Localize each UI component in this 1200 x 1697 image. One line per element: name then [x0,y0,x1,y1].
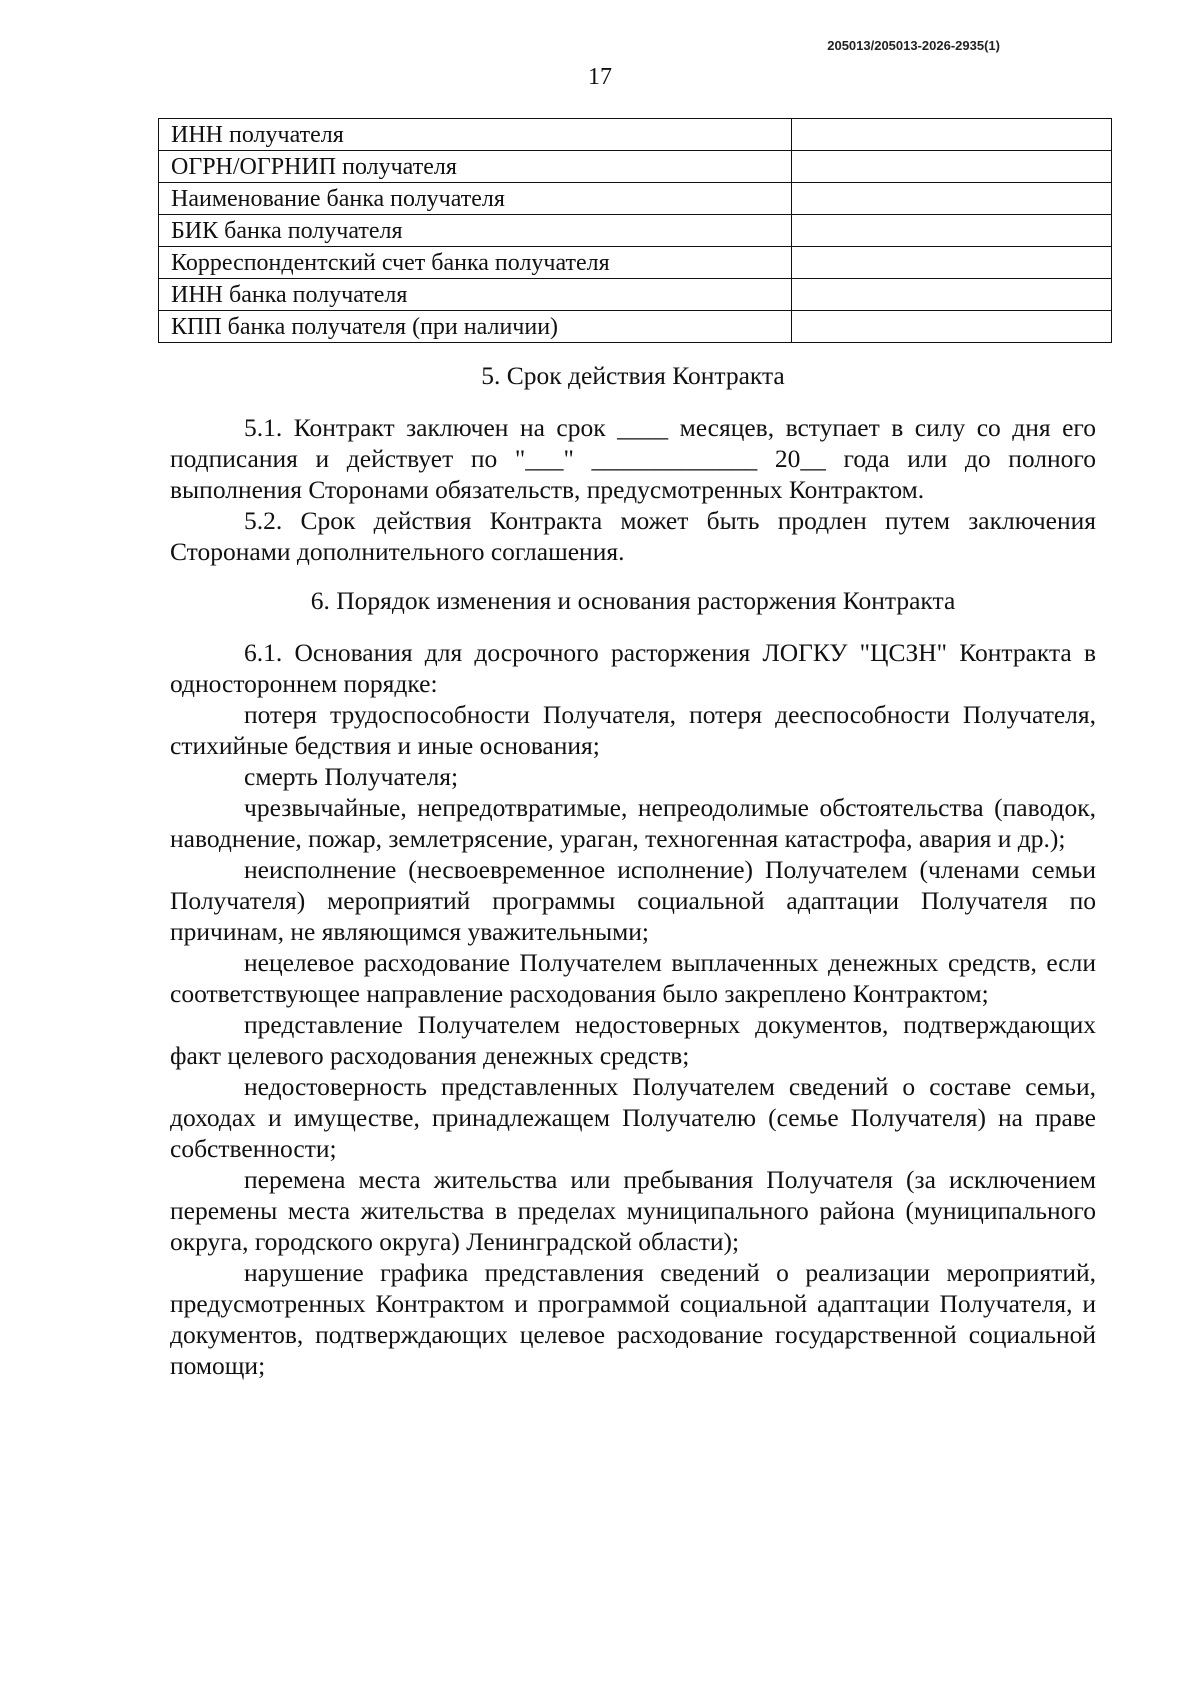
termination-ground: нецелевое расходование Получателем выплаченных денежных средств, если соответствующее направление расходования было закреплено Контрактом; [170,948,1096,1008]
section-5-heading: 5. Срок действия Контракта [481,361,785,390]
requisite-label: БИК банка получателя [159,215,792,247]
table-row [159,279,1112,311]
contract-body [170,360,1096,1381]
requisite-value [792,311,1112,343]
requisite-label: ИНН получателя [159,119,792,151]
table-row [159,151,1112,183]
document-number: 205013/205013-2026-2935(1) [827,38,1000,53]
section-6-heading: 6. Порядок изменения и основания расторжения Контракта [310,586,956,615]
table-row [159,215,1112,247]
termination-ground: потеря трудоспособности Получателя, потеря дееспособности Получателя, стихийные бедствия и иные основания; [170,700,1096,760]
termination-ground: неисполнение (несвоевременное исполнение) Получателем (членами семьи Получателя) мероприятий программы социальной адаптации Получателя по причинам, не являющимся уважительными; [170,855,1096,946]
requisite-label: ИНН банка получателя [159,279,792,311]
termination-ground: чрезвычайные, непредотвратимые, непреодолимые обстоятельства (паводок, наводнение, пожар, землетрясение, ураган, техногенная катастрофа, авария и др.); [170,793,1096,853]
requisite-value [792,151,1112,183]
requisite-label: Корреспондентский счет банка получателя [159,247,792,279]
termination-ground: представление Получателем недостоверных документов, подтверждающих факт целевого расходования денежных средств; [170,1010,1096,1070]
requisite-label: Наименование банка получателя [159,183,792,215]
requisite-value [792,215,1112,247]
requisite-label: ОГРН/ОГРНИП получателя [159,151,792,183]
termination-ground: нарушение графика представления сведений о реализации мероприятий, предусмотренных Контрактом и программой социальной адаптации Получателя, и документов, подтверждающих целевое расходование государственной социальной помощи; [170,1258,1096,1380]
clause-6-1: 6.1. Основания для досрочного расторжения ЛОГКУ "ЦСЗН" Контракта в одностороннем порядке: [170,638,1096,698]
requisite-label: КПП банка получателя (при наличии) [159,311,792,343]
table-row [159,311,1112,343]
table-row [159,183,1112,215]
table-row [159,119,1112,151]
page-number: 17 [588,64,612,90]
requisite-value [792,247,1112,279]
requisite-value [792,183,1112,215]
termination-ground: недостоверность представленных Получателем сведений о составе семьи, доходах и имуществе, принадлежащем Получателю (семье Получателя) на праве собственности; [170,1072,1096,1163]
table-row [159,247,1112,279]
clause-5-1: 5.1. Контракт заключен на срок ____ месяцев, вступает в силу со дня его подписания и действует по "___" _____________ 20__ года или до полного выполнения Сторонами обязательств, предусмотренных Контрактом. [170,413,1096,504]
requisite-value [792,279,1112,311]
requisite-value [792,119,1112,151]
recipient-requisites-table [158,118,1112,343]
termination-ground: смерть Получателя; [244,762,459,791]
clause-5-2: 5.2. Срок действия Контракта может быть продлен путем заключения Сторонами дополнительного соглашения. [170,506,1096,566]
termination-ground: перемена места жительства или пребывания Получателя (за исключением перемены места жительства в пределах муниципального района (муниципального округа, городского округа) Ленинградской области); [170,1165,1096,1256]
